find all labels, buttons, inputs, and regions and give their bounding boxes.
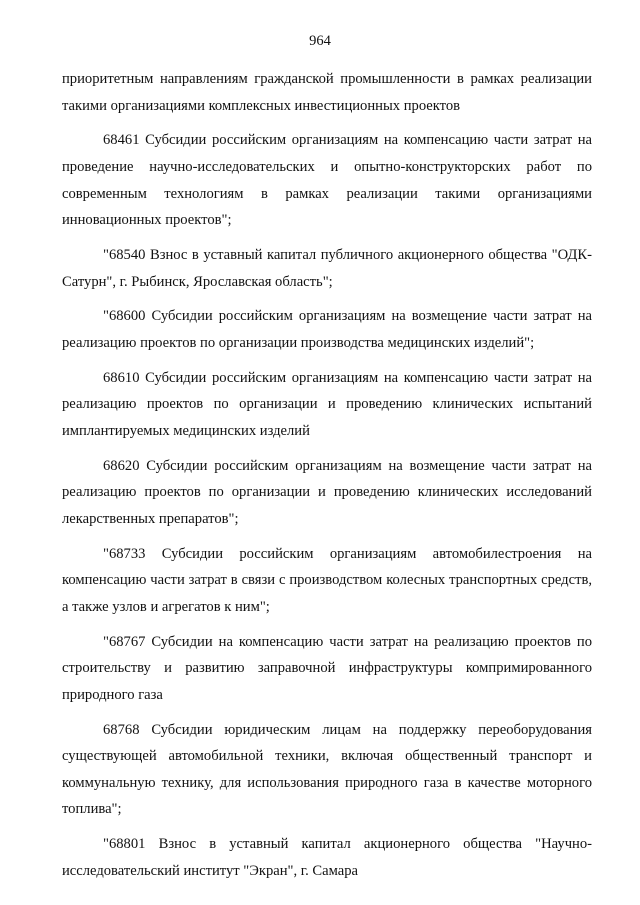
paragraph-68767: "68767 Субсидии на компенсацию части затрат на реализацию проектов по строительству и развитию заправочной инфраструктуры компримированного природного газа [62,633,592,703]
paragraph-68620: 68620 Субсидии российским организациям на возмещение части затрат на реализацию проектов по организации и проведению клинических исследований лекарственных препаратов"; [62,457,592,527]
paragraph-68610: 68610 Субсидии российским организациям на компенсацию части затрат на реализацию проектов по организации и проведению клинических испытаний имплантируемых медицинских изделий [62,369,592,439]
paragraph-continuation: приоритетным направлениям гражданской промышленности в рамках реализации такими организациями комплексных инвестиционных проектов [62,71,592,114]
paragraph-68801: "68801 Взнос в уставный капитал акционерного общества "Научно-исследовательский институт "Экран", г. Самара [62,836,592,879]
page-number: 964 [309,33,331,49]
paragraph-68600: "68600 Субсидии российским организациям на возмещение части затрат на реализацию проектов по организации производства медицинских изделий"; [62,308,592,351]
paragraph-68540: "68540 Взнос в уставный капитал публичного акционерного общества "ОДК-Сатурн", г. Рыбинск, Ярославская область"; [62,246,592,290]
paragraph-68768: 68768 Субсидии юридическим лицам на поддержку переоборудования существующей автомобильной техники, включая общественный транспорт и коммунальную технику, для использования природного газа в качестве моторного топлива"; [62,721,592,818]
paragraph-68461: 68461 Субсидии российским организациям на компенсацию части затрат на проведение научно-исследовательских и опытно-конструкторских работ по современным технологиям в рамках реализации такими организациями инновационных проектов"; [62,132,592,229]
document-body [62,66,592,893]
paragraph-68733: "68733 Субсидии российским организациям автомобилестроения на компенсацию части затрат в связи с производством колесных транспортных средств, а также узлов и агрегатов к ним"; [62,545,592,615]
